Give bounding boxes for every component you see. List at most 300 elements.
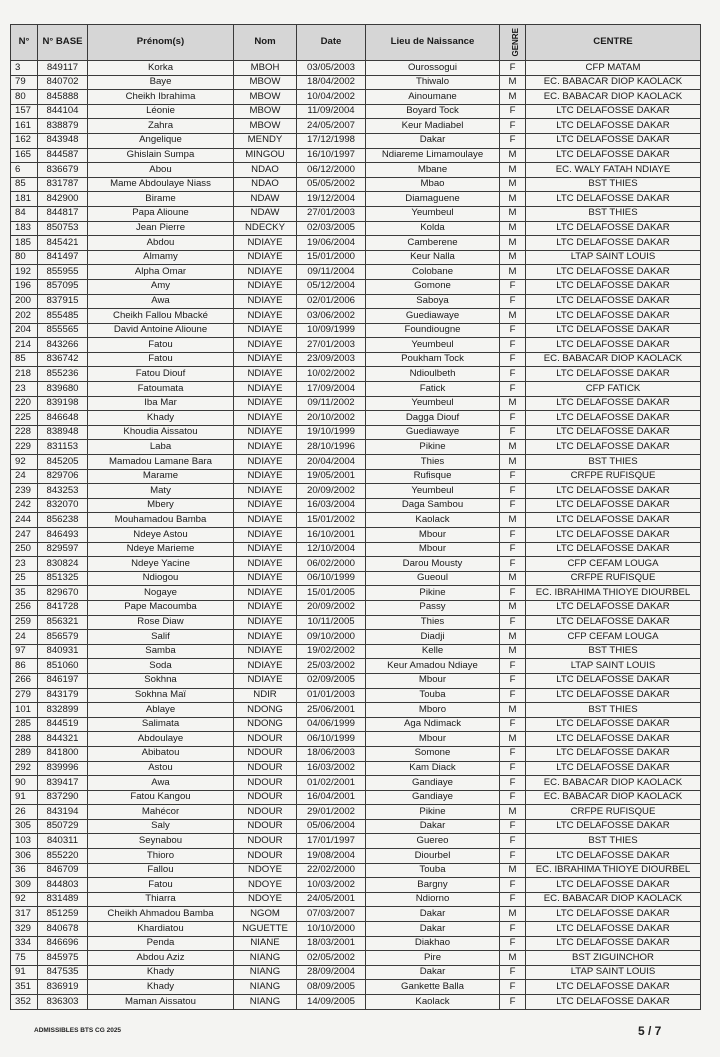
cell-nom: NDIAYE: [234, 367, 297, 382]
cell-base: 847535: [38, 965, 88, 980]
cell-prenom: Ndeye Marieme: [88, 542, 234, 557]
cell-prenom: Khady: [88, 980, 234, 995]
cell-centre: BST THIES: [526, 206, 701, 221]
cell-base: 831153: [38, 440, 88, 455]
cell-base: 832070: [38, 498, 88, 513]
cell-nom: NDAO: [234, 163, 297, 178]
cell-centre: BST ZIGUINCHOR: [526, 951, 701, 966]
cell-date: 02/01/2006: [297, 294, 366, 309]
cell-lieu: Dakar: [366, 907, 500, 922]
cell-num: 220: [11, 396, 38, 411]
cell-centre: LTC DELAFOSSE DAKAR: [526, 673, 701, 688]
cell-prenom: Soda: [88, 659, 234, 674]
cell-centre: LTC DELAFOSSE DAKAR: [526, 104, 701, 119]
cell-base: 831489: [38, 892, 88, 907]
cell-genre: F: [500, 878, 526, 893]
cell-genre: M: [500, 630, 526, 645]
cell-date: 18/03/2001: [297, 936, 366, 951]
table-row: [11, 805, 701, 820]
cell-date: 03/05/2003: [297, 61, 366, 76]
cell-lieu: Mbour: [366, 528, 500, 543]
cell-centre: EC. BABACAR DIOP KAOLACK: [526, 75, 701, 90]
cell-nom: NDIAYE: [234, 440, 297, 455]
cell-genre: F: [500, 61, 526, 76]
table-row: [11, 922, 701, 937]
cell-lieu: Aga Ndimack: [366, 717, 500, 732]
cell-lieu: Mbour: [366, 732, 500, 747]
cell-nom: NIANE: [234, 936, 297, 951]
table-row: [11, 907, 701, 922]
table-row: [11, 746, 701, 761]
cell-centre: LTC DELAFOSSE DAKAR: [526, 528, 701, 543]
table-row: [11, 221, 701, 236]
cell-nom: NDOUR: [234, 834, 297, 849]
cell-nom: NDONG: [234, 703, 297, 718]
cell-prenom: Saly: [88, 819, 234, 834]
cell-num: 279: [11, 688, 38, 703]
cell-nom: NDIAYE: [234, 644, 297, 659]
cell-base: 855485: [38, 309, 88, 324]
cell-lieu: Kam Diack: [366, 761, 500, 776]
table-row: [11, 90, 701, 105]
cell-centre: CFP FATICK: [526, 382, 701, 397]
cell-genre: M: [500, 250, 526, 265]
cell-centre: LTC DELAFOSSE DAKAR: [526, 338, 701, 353]
cell-nom: NIANG: [234, 995, 297, 1010]
cell-lieu: Diakhao: [366, 936, 500, 951]
table-row: [11, 980, 701, 995]
cell-lieu: Ainoumane: [366, 90, 500, 105]
table-row: [11, 878, 701, 893]
cell-lieu: Camberene: [366, 236, 500, 251]
cell-genre: M: [500, 309, 526, 324]
cell-date: 10/11/2005: [297, 615, 366, 630]
cell-num: 181: [11, 192, 38, 207]
cell-prenom: Abibatou: [88, 746, 234, 761]
cell-num: 259: [11, 615, 38, 630]
table-row: [11, 600, 701, 615]
cell-lieu: Dagga Diouf: [366, 411, 500, 426]
cell-prenom: Fatou: [88, 878, 234, 893]
cell-nom: NDONG: [234, 717, 297, 732]
cell-prenom: Astou: [88, 761, 234, 776]
cell-lieu: Diamaguene: [366, 192, 500, 207]
cell-lieu: Ndiorno: [366, 892, 500, 907]
cell-date: 17/09/2004: [297, 382, 366, 397]
cell-base: 844321: [38, 732, 88, 747]
cell-base: 839996: [38, 761, 88, 776]
cell-genre: M: [500, 644, 526, 659]
cell-prenom: Penda: [88, 936, 234, 951]
cell-lieu: Foundiougne: [366, 323, 500, 338]
cell-base: 840678: [38, 922, 88, 937]
cell-genre: F: [500, 761, 526, 776]
cell-prenom: Ablaye: [88, 703, 234, 718]
cell-centre: EC. BABACAR DIOP KAOLACK: [526, 90, 701, 105]
cell-nom: MBOH: [234, 61, 297, 76]
cell-num: 165: [11, 148, 38, 163]
table-row: [11, 192, 701, 207]
cell-prenom: Angelique: [88, 133, 234, 148]
table-row: [11, 761, 701, 776]
cell-genre: F: [500, 484, 526, 499]
cell-prenom: Zahra: [88, 119, 234, 134]
cell-lieu: Kolda: [366, 221, 500, 236]
cell-genre: F: [500, 542, 526, 557]
cell-genre: M: [500, 163, 526, 178]
cell-prenom: Alpha Omar: [88, 265, 234, 280]
cell-centre: LTC DELAFOSSE DAKAR: [526, 236, 701, 251]
cell-lieu: Gomone: [366, 279, 500, 294]
cell-prenom: Pape Macoumba: [88, 600, 234, 615]
cell-nom: NDOUR: [234, 790, 297, 805]
cell-centre: LTC DELAFOSSE DAKAR: [526, 221, 701, 236]
cell-centre: CFP CEFAM LOUGA: [526, 557, 701, 572]
cell-genre: M: [500, 206, 526, 221]
cell-date: 19/10/1999: [297, 425, 366, 440]
cell-base: 845888: [38, 90, 88, 105]
cell-base: 841497: [38, 250, 88, 265]
cell-genre: F: [500, 965, 526, 980]
cell-num: 75: [11, 951, 38, 966]
table-row: [11, 498, 701, 513]
cell-nom: MBOW: [234, 119, 297, 134]
cell-lieu: Saboya: [366, 294, 500, 309]
cell-centre: LTC DELAFOSSE DAKAR: [526, 367, 701, 382]
cell-nom: NDIAYE: [234, 571, 297, 586]
cell-nom: NDIR: [234, 688, 297, 703]
cell-num: 161: [11, 119, 38, 134]
cell-nom: NDIAYE: [234, 382, 297, 397]
cell-date: 27/01/2003: [297, 206, 366, 221]
cell-date: 18/04/2002: [297, 75, 366, 90]
cell-centre: LTC DELAFOSSE DAKAR: [526, 484, 701, 499]
col-header-genre: [500, 25, 526, 61]
table-row: [11, 61, 701, 76]
cell-centre: LTC DELAFOSSE DAKAR: [526, 600, 701, 615]
cell-nom: NDIAYE: [234, 586, 297, 601]
cell-centre: CRFPE RUFISQUE: [526, 469, 701, 484]
cell-nom: NDIAYE: [234, 557, 297, 572]
cell-centre: LTAP SAINT LOUIS: [526, 250, 701, 265]
col-header-base: N° BASE: [38, 25, 88, 61]
cell-lieu: Dakar: [366, 965, 500, 980]
cell-prenom: Léonie: [88, 104, 234, 119]
cell-genre: F: [500, 279, 526, 294]
cell-prenom: Birame: [88, 192, 234, 207]
cell-centre: LTC DELAFOSSE DAKAR: [526, 936, 701, 951]
table-row: [11, 133, 701, 148]
page-number: 5 / 7: [638, 1024, 662, 1038]
cell-date: 27/01/2003: [297, 338, 366, 353]
cell-num: 86: [11, 659, 38, 674]
cell-genre: M: [500, 907, 526, 922]
cell-date: 03/06/2002: [297, 309, 366, 324]
cell-lieu: Bargny: [366, 878, 500, 893]
cell-prenom: Amy: [88, 279, 234, 294]
cell-base: 856321: [38, 615, 88, 630]
cell-date: 15/01/2005: [297, 586, 366, 601]
cell-prenom: Ndiogou: [88, 571, 234, 586]
cell-date: 02/03/2005: [297, 221, 366, 236]
cell-genre: F: [500, 498, 526, 513]
cell-lieu: Keur Nalla: [366, 250, 500, 265]
cell-lieu: Gandiaye: [366, 776, 500, 791]
cell-lieu: Thies: [366, 455, 500, 470]
cell-prenom: Salimata: [88, 717, 234, 732]
cell-base: 846696: [38, 936, 88, 951]
cell-nom: NIANG: [234, 965, 297, 980]
cell-date: 20/10/2002: [297, 411, 366, 426]
cell-nom: NDIAYE: [234, 630, 297, 645]
cell-date: 01/02/2001: [297, 776, 366, 791]
table-row: [11, 776, 701, 791]
cell-prenom: Abdou: [88, 236, 234, 251]
cell-num: 196: [11, 279, 38, 294]
cell-base: 851325: [38, 571, 88, 586]
table-row: [11, 659, 701, 674]
cell-date: 16/10/2001: [297, 528, 366, 543]
cell-genre: M: [500, 396, 526, 411]
cell-nom: NDAW: [234, 192, 297, 207]
cell-date: 15/01/2002: [297, 513, 366, 528]
cell-base: 836303: [38, 995, 88, 1010]
cell-nom: NDIAYE: [234, 396, 297, 411]
cell-centre: BST THIES: [526, 644, 701, 659]
col-header-date: Date: [297, 25, 366, 61]
cell-num: 289: [11, 746, 38, 761]
cell-num: 101: [11, 703, 38, 718]
cell-nom: NDIAYE: [234, 425, 297, 440]
table-row: [11, 936, 701, 951]
cell-date: 28/09/2004: [297, 965, 366, 980]
cell-prenom: Mbery: [88, 498, 234, 513]
cell-base: 830824: [38, 557, 88, 572]
cell-date: 24/05/2007: [297, 119, 366, 134]
cell-base: 844519: [38, 717, 88, 732]
cell-genre: M: [500, 236, 526, 251]
cell-date: 10/03/2002: [297, 878, 366, 893]
cell-lieu: Yeumbeul: [366, 396, 500, 411]
cell-nom: MBOW: [234, 104, 297, 119]
cell-base: 843253: [38, 484, 88, 499]
table-row: [11, 148, 701, 163]
col-header-genre-label: GENRE: [510, 28, 520, 57]
cell-date: 06/12/2000: [297, 163, 366, 178]
cell-lieu: Ndiareme Limamoulaye: [366, 148, 500, 163]
cell-date: 06/02/2000: [297, 557, 366, 572]
footer-title: ADMISSIBLES BTS CG 2025: [34, 1027, 122, 1034]
cell-date: 19/05/2001: [297, 469, 366, 484]
table-row: [11, 995, 701, 1010]
cell-num: 329: [11, 922, 38, 937]
cell-genre: F: [500, 411, 526, 426]
cell-lieu: Pikine: [366, 440, 500, 455]
cell-genre: F: [500, 323, 526, 338]
cell-prenom: Mouhamadou Bamba: [88, 513, 234, 528]
cell-genre: F: [500, 673, 526, 688]
cell-nom: NDOUR: [234, 849, 297, 864]
cell-num: 23: [11, 557, 38, 572]
cell-genre: F: [500, 133, 526, 148]
cell-prenom: Cheikh Fallou Mbacké: [88, 309, 234, 324]
cell-genre: F: [500, 425, 526, 440]
cell-prenom: Sokhna Maï: [88, 688, 234, 703]
cell-date: 22/02/2000: [297, 863, 366, 878]
cell-lieu: Mbour: [366, 542, 500, 557]
cell-centre: LTC DELAFOSSE DAKAR: [526, 411, 701, 426]
cell-num: 90: [11, 776, 38, 791]
cell-centre: BST THIES: [526, 177, 701, 192]
cell-nom: NDOYE: [234, 863, 297, 878]
cell-genre: F: [500, 615, 526, 630]
cell-lieu: Yeumbeul: [366, 338, 500, 353]
cell-num: 247: [11, 528, 38, 543]
cell-nom: NDIAYE: [234, 455, 297, 470]
cell-date: 05/12/2004: [297, 279, 366, 294]
table-row: [11, 75, 701, 90]
cell-num: 244: [11, 513, 38, 528]
cell-lieu: Thies: [366, 615, 500, 630]
cell-lieu: Pire: [366, 951, 500, 966]
cell-genre: M: [500, 265, 526, 280]
cell-base: 841728: [38, 600, 88, 615]
cell-num: 157: [11, 104, 38, 119]
cell-base: 839417: [38, 776, 88, 791]
cell-nom: NDIAYE: [234, 236, 297, 251]
table-row: [11, 557, 701, 572]
table-row: [11, 236, 701, 251]
table-row: [11, 630, 701, 645]
cell-centre: LTC DELAFOSSE DAKAR: [526, 425, 701, 440]
cell-lieu: Daga Sambou: [366, 498, 500, 513]
cell-prenom: Abdou Aziz: [88, 951, 234, 966]
cell-genre: F: [500, 995, 526, 1010]
cell-num: 225: [11, 411, 38, 426]
cell-nom: NDIAYE: [234, 513, 297, 528]
cell-nom: NDECKY: [234, 221, 297, 236]
cell-centre: LTC DELAFOSSE DAKAR: [526, 717, 701, 732]
cell-num: 80: [11, 90, 38, 105]
cell-num: 91: [11, 790, 38, 805]
cell-genre: F: [500, 528, 526, 543]
cell-genre: F: [500, 790, 526, 805]
cell-prenom: Mahécor: [88, 805, 234, 820]
cell-genre: M: [500, 732, 526, 747]
cell-genre: F: [500, 936, 526, 951]
cell-date: 10/10/2000: [297, 922, 366, 937]
cell-prenom: Almamy: [88, 250, 234, 265]
cell-num: 26: [11, 805, 38, 820]
cell-base: 837290: [38, 790, 88, 805]
cell-nom: NDIAYE: [234, 528, 297, 543]
cell-date: 09/11/2002: [297, 396, 366, 411]
table-row: [11, 119, 701, 134]
cell-num: 242: [11, 498, 38, 513]
cell-base: 840702: [38, 75, 88, 90]
cell-nom: MBOW: [234, 75, 297, 90]
cell-nom: NDOUR: [234, 819, 297, 834]
cell-base: 855955: [38, 265, 88, 280]
cell-genre: F: [500, 980, 526, 995]
table-row: [11, 965, 701, 980]
cell-nom: NDOUR: [234, 746, 297, 761]
cell-prenom: Fatoumata: [88, 382, 234, 397]
cell-num: 79: [11, 75, 38, 90]
cell-num: 84: [11, 206, 38, 221]
table-row: [11, 615, 701, 630]
cell-centre: EC. IBRAHIMA THIOYE DIOURBEL: [526, 863, 701, 878]
cell-genre: F: [500, 659, 526, 674]
cell-base: 839198: [38, 396, 88, 411]
cell-genre: M: [500, 951, 526, 966]
cell-centre: LTC DELAFOSSE DAKAR: [526, 688, 701, 703]
cell-centre: LTC DELAFOSSE DAKAR: [526, 980, 701, 995]
table-row: [11, 382, 701, 397]
cell-num: 292: [11, 761, 38, 776]
cell-genre: M: [500, 192, 526, 207]
cell-nom: NDIAYE: [234, 469, 297, 484]
cell-nom: NDIAYE: [234, 294, 297, 309]
cell-lieu: Kaolack: [366, 513, 500, 528]
table-row: [11, 673, 701, 688]
cell-base: 845205: [38, 455, 88, 470]
cell-nom: NDIAYE: [234, 352, 297, 367]
cell-date: 25/03/2002: [297, 659, 366, 674]
cell-base: 844104: [38, 104, 88, 119]
table-row: [11, 367, 701, 382]
cell-centre: LTC DELAFOSSE DAKAR: [526, 615, 701, 630]
cell-base: 843266: [38, 338, 88, 353]
cell-date: 04/06/1999: [297, 717, 366, 732]
cell-lieu: Pikine: [366, 586, 500, 601]
cell-genre: F: [500, 892, 526, 907]
cell-prenom: Thioro: [88, 849, 234, 864]
cell-date: 19/02/2002: [297, 644, 366, 659]
cell-centre: LTC DELAFOSSE DAKAR: [526, 995, 701, 1010]
table-row: [11, 411, 701, 426]
table-row: [11, 279, 701, 294]
cell-base: 842900: [38, 192, 88, 207]
cell-date: 20/04/2004: [297, 455, 366, 470]
cell-date: 12/10/2004: [297, 542, 366, 557]
cell-base: 836919: [38, 980, 88, 995]
cell-prenom: Korka: [88, 61, 234, 76]
table-row: [11, 528, 701, 543]
table-row: [11, 863, 701, 878]
cell-lieu: Mbao: [366, 177, 500, 192]
cell-base: 845421: [38, 236, 88, 251]
cell-prenom: Maty: [88, 484, 234, 499]
cell-date: 06/10/1999: [297, 571, 366, 586]
cell-centre: BST THIES: [526, 455, 701, 470]
cell-prenom: Ghislain Sumpa: [88, 148, 234, 163]
cell-centre: EC. IBRAHIMA THIOYE DIOURBEL: [526, 586, 701, 601]
cell-prenom: Cheikh Ahmadou Bamba: [88, 907, 234, 922]
cell-nom: NDAO: [234, 177, 297, 192]
cell-prenom: Nogaye: [88, 586, 234, 601]
cell-lieu: Passy: [366, 600, 500, 615]
col-header-nom: Nom: [234, 25, 297, 61]
table-row: [11, 163, 701, 178]
cell-date: 28/10/1996: [297, 440, 366, 455]
cell-num: 91: [11, 965, 38, 980]
cell-nom: NDOUR: [234, 732, 297, 747]
cell-nom: NDIAYE: [234, 250, 297, 265]
cell-lieu: Pikine: [366, 805, 500, 820]
cell-centre: LTC DELAFOSSE DAKAR: [526, 513, 701, 528]
cell-genre: F: [500, 746, 526, 761]
